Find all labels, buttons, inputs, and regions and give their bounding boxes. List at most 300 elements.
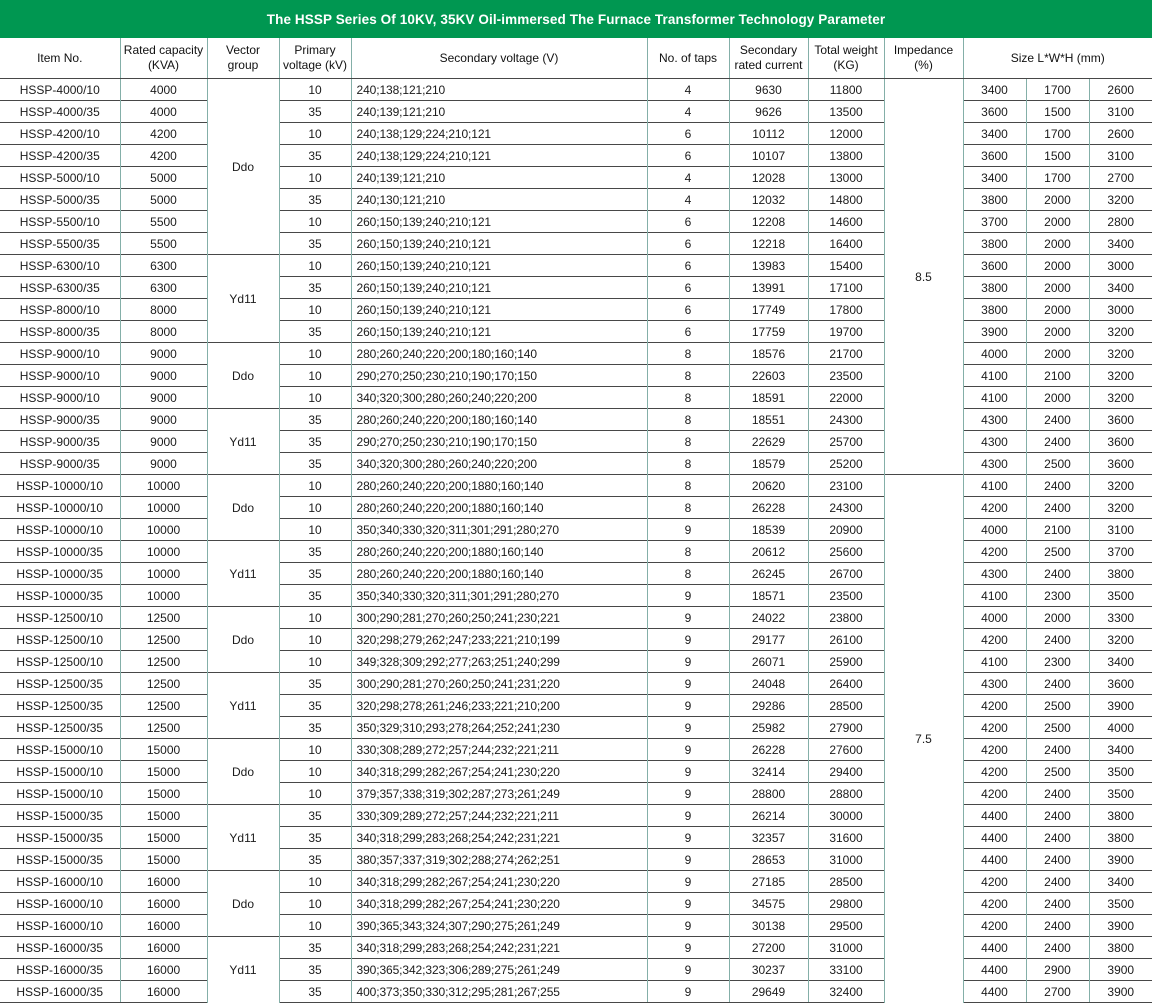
size-height-cell: 3500	[1089, 783, 1152, 805]
item-no-cell: HSSP-15000/35	[0, 849, 120, 871]
total-weight-cell: 15400	[808, 255, 884, 277]
taps-cell: 9	[647, 937, 729, 959]
total-weight-cell: 29400	[808, 761, 884, 783]
size-width-cell: 1500	[1026, 145, 1089, 167]
size-height-cell: 3900	[1089, 915, 1152, 937]
size-width-cell: 2400	[1026, 629, 1089, 651]
total-weight-cell: 14600	[808, 211, 884, 233]
rated-capacity-cell: 5000	[120, 167, 207, 189]
table-row	[0, 607, 1152, 629]
rated-capacity-cell: 15000	[120, 805, 207, 827]
table-row	[0, 695, 1152, 717]
taps-cell: 9	[647, 827, 729, 849]
size-height-cell: 3600	[1089, 409, 1152, 431]
total-weight-cell: 23100	[808, 475, 884, 497]
secondary-voltage-cell: 349;328;309;292;277;263;251;240;299	[351, 651, 647, 673]
primary-voltage-cell: 35	[279, 563, 351, 585]
table-row	[0, 255, 1152, 277]
size-length-cell: 4400	[963, 937, 1026, 959]
taps-cell: 9	[647, 959, 729, 981]
secondary-current-cell: 9626	[729, 101, 808, 123]
secondary-voltage-cell: 280;260;240;220;200;180;160;140	[351, 343, 647, 365]
secondary-current-cell: 12218	[729, 233, 808, 255]
rated-capacity-cell: 15000	[120, 827, 207, 849]
item-no-cell: HSSP-12500/10	[0, 629, 120, 651]
rated-capacity-cell: 12500	[120, 717, 207, 739]
primary-voltage-cell: 10	[279, 497, 351, 519]
table-row	[0, 497, 1152, 519]
total-weight-cell: 32400	[808, 981, 884, 1003]
vector-group-cell: Ddo	[207, 607, 279, 673]
total-weight-cell: 25700	[808, 431, 884, 453]
total-weight-cell: 25600	[808, 541, 884, 563]
rated-capacity-cell: 4200	[120, 123, 207, 145]
total-weight-cell: 24300	[808, 409, 884, 431]
item-no-cell: HSSP-9000/35	[0, 409, 120, 431]
total-weight-cell: 28500	[808, 695, 884, 717]
vector-group-cell: Yd11	[207, 255, 279, 343]
item-no-cell: HSSP-5000/10	[0, 167, 120, 189]
total-weight-cell: 29800	[808, 893, 884, 915]
taps-cell: 9	[647, 607, 729, 629]
secondary-current-cell: 20612	[729, 541, 808, 563]
size-length-cell: 4000	[963, 519, 1026, 541]
primary-voltage-cell: 10	[279, 519, 351, 541]
secondary-voltage-cell: 260;150;139;240;210;121	[351, 299, 647, 321]
secondary-voltage-cell: 280;260;240;220;200;1880;160;140	[351, 475, 647, 497]
size-height-cell: 3600	[1089, 431, 1152, 453]
table-row	[0, 189, 1152, 211]
size-height-cell: 3000	[1089, 255, 1152, 277]
total-weight-cell: 13800	[808, 145, 884, 167]
size-height-cell: 3200	[1089, 475, 1152, 497]
secondary-current-cell: 25982	[729, 717, 808, 739]
item-no-cell: HSSP-10000/10	[0, 475, 120, 497]
total-weight-cell: 17800	[808, 299, 884, 321]
secondary-current-cell: 30138	[729, 915, 808, 937]
header-total-weight: Total weight (KG)	[808, 38, 884, 79]
size-width-cell: 2400	[1026, 783, 1089, 805]
rated-capacity-cell: 15000	[120, 849, 207, 871]
secondary-current-cell: 30237	[729, 959, 808, 981]
item-no-cell: HSSP-15000/10	[0, 739, 120, 761]
header-vector-group: Vector group	[207, 38, 279, 79]
secondary-current-cell: 17759	[729, 321, 808, 343]
rated-capacity-cell: 16000	[120, 915, 207, 937]
taps-cell: 6	[647, 321, 729, 343]
taps-cell: 9	[647, 761, 729, 783]
size-length-cell: 4200	[963, 871, 1026, 893]
rated-capacity-cell: 10000	[120, 519, 207, 541]
size-length-cell: 4200	[963, 761, 1026, 783]
rated-capacity-cell: 12500	[120, 695, 207, 717]
table-row	[0, 805, 1152, 827]
size-length-cell: 4100	[963, 365, 1026, 387]
item-no-cell: HSSP-9000/35	[0, 431, 120, 453]
size-length-cell: 3800	[963, 299, 1026, 321]
secondary-current-cell: 24048	[729, 673, 808, 695]
size-width-cell: 2400	[1026, 673, 1089, 695]
size-length-cell: 3900	[963, 321, 1026, 343]
size-width-cell: 2500	[1026, 541, 1089, 563]
secondary-voltage-cell: 280;260;240;220;200;1880;160;140	[351, 497, 647, 519]
taps-cell: 6	[647, 299, 729, 321]
primary-voltage-cell: 35	[279, 431, 351, 453]
size-length-cell: 4400	[963, 805, 1026, 827]
total-weight-cell: 33100	[808, 959, 884, 981]
secondary-voltage-cell: 240;139;121;210	[351, 101, 647, 123]
size-length-cell: 3400	[963, 79, 1026, 101]
total-weight-cell: 28500	[808, 871, 884, 893]
table-row	[0, 827, 1152, 849]
vector-group-cell: Yd11	[207, 409, 279, 475]
vector-group-cell: Yd11	[207, 673, 279, 739]
secondary-current-cell: 28653	[729, 849, 808, 871]
item-no-cell: HSSP-10000/35	[0, 585, 120, 607]
primary-voltage-cell: 10	[279, 167, 351, 189]
item-no-cell: HSSP-16000/10	[0, 893, 120, 915]
item-no-cell: HSSP-8000/35	[0, 321, 120, 343]
item-no-cell: HSSP-6300/35	[0, 277, 120, 299]
primary-voltage-cell: 10	[279, 299, 351, 321]
table-row	[0, 739, 1152, 761]
secondary-voltage-cell: 300;290;281;270;260;250;241;230;221	[351, 607, 647, 629]
secondary-voltage-cell: 240;139;121;210	[351, 167, 647, 189]
secondary-voltage-cell: 260;150;139;240;210;121	[351, 277, 647, 299]
primary-voltage-cell: 10	[279, 475, 351, 497]
size-height-cell: 2700	[1089, 167, 1152, 189]
size-length-cell: 4100	[963, 585, 1026, 607]
taps-cell: 8	[647, 453, 729, 475]
size-length-cell: 4200	[963, 541, 1026, 563]
size-length-cell: 4100	[963, 651, 1026, 673]
total-weight-cell: 31600	[808, 827, 884, 849]
primary-voltage-cell: 35	[279, 981, 351, 1003]
item-no-cell: HSSP-5500/35	[0, 233, 120, 255]
primary-voltage-cell: 10	[279, 365, 351, 387]
taps-cell: 9	[647, 739, 729, 761]
rated-capacity-cell: 12500	[120, 629, 207, 651]
rated-capacity-cell: 4000	[120, 101, 207, 123]
taps-cell: 8	[647, 343, 729, 365]
primary-voltage-cell: 10	[279, 123, 351, 145]
rated-capacity-cell: 4000	[120, 79, 207, 101]
taps-cell: 6	[647, 211, 729, 233]
total-weight-cell: 21700	[808, 343, 884, 365]
size-height-cell: 3500	[1089, 893, 1152, 915]
header-no-of-taps: No. of taps	[647, 38, 729, 79]
table-row	[0, 277, 1152, 299]
rated-capacity-cell: 10000	[120, 475, 207, 497]
item-no-cell: HSSP-5000/35	[0, 189, 120, 211]
table-row	[0, 431, 1152, 453]
size-length-cell: 4100	[963, 475, 1026, 497]
rated-capacity-cell: 16000	[120, 981, 207, 1003]
secondary-current-cell: 12028	[729, 167, 808, 189]
taps-cell: 8	[647, 497, 729, 519]
secondary-current-cell: 29177	[729, 629, 808, 651]
primary-voltage-cell: 10	[279, 915, 351, 937]
table-row	[0, 673, 1152, 695]
rated-capacity-cell: 16000	[120, 959, 207, 981]
taps-cell: 6	[647, 233, 729, 255]
size-height-cell: 3200	[1089, 189, 1152, 211]
size-length-cell: 4300	[963, 563, 1026, 585]
item-no-cell: HSSP-9000/10	[0, 387, 120, 409]
table-row	[0, 871, 1152, 893]
taps-cell: 8	[647, 563, 729, 585]
secondary-voltage-cell: 290;270;250;230;210;190;170;150	[351, 431, 647, 453]
secondary-current-cell: 13983	[729, 255, 808, 277]
taps-cell: 9	[647, 893, 729, 915]
table-row	[0, 145, 1152, 167]
size-width-cell: 2000	[1026, 255, 1089, 277]
primary-voltage-cell: 10	[279, 893, 351, 915]
vector-group-cell: Ddo	[207, 79, 279, 255]
secondary-current-cell: 12208	[729, 211, 808, 233]
secondary-current-cell: 22629	[729, 431, 808, 453]
header-item-no: Item No.	[0, 38, 120, 79]
item-no-cell: HSSP-12500/10	[0, 607, 120, 629]
vector-group-cell: Ddo	[207, 871, 279, 937]
item-no-cell: HSSP-5500/10	[0, 211, 120, 233]
total-weight-cell: 31000	[808, 849, 884, 871]
table-row	[0, 783, 1152, 805]
total-weight-cell: 27600	[808, 739, 884, 761]
size-length-cell: 3600	[963, 145, 1026, 167]
primary-voltage-cell: 10	[279, 211, 351, 233]
size-width-cell: 2000	[1026, 321, 1089, 343]
secondary-current-cell: 20620	[729, 475, 808, 497]
secondary-voltage-cell: 260;150;139;240;210;121	[351, 255, 647, 277]
total-weight-cell: 20900	[808, 519, 884, 541]
size-width-cell: 2400	[1026, 871, 1089, 893]
taps-cell: 9	[647, 585, 729, 607]
rated-capacity-cell: 9000	[120, 343, 207, 365]
table-header	[0, 38, 1152, 79]
secondary-voltage-cell: 340;318;299;282;267;254;241;230;220	[351, 871, 647, 893]
size-length-cell: 4200	[963, 783, 1026, 805]
impedance-cell: 7.5	[884, 475, 963, 1003]
rated-capacity-cell: 9000	[120, 409, 207, 431]
rated-capacity-cell: 12500	[120, 673, 207, 695]
total-weight-cell: 12000	[808, 123, 884, 145]
item-no-cell: HSSP-16000/10	[0, 871, 120, 893]
size-height-cell: 3200	[1089, 629, 1152, 651]
primary-voltage-cell: 35	[279, 585, 351, 607]
secondary-current-cell: 26228	[729, 497, 808, 519]
secondary-voltage-cell: 260;150;139;240;210;121	[351, 321, 647, 343]
primary-voltage-cell: 35	[279, 959, 351, 981]
secondary-current-cell: 27185	[729, 871, 808, 893]
item-no-cell: HSSP-9000/10	[0, 343, 120, 365]
primary-voltage-cell: 10	[279, 761, 351, 783]
size-height-cell: 3400	[1089, 277, 1152, 299]
taps-cell: 6	[647, 255, 729, 277]
primary-voltage-cell: 10	[279, 343, 351, 365]
primary-voltage-cell: 10	[279, 629, 351, 651]
size-height-cell: 3200	[1089, 343, 1152, 365]
item-no-cell: HSSP-15000/10	[0, 783, 120, 805]
size-height-cell: 3100	[1089, 101, 1152, 123]
secondary-voltage-cell: 340;320;300;280;260;240;220;200	[351, 387, 647, 409]
size-width-cell: 2400	[1026, 563, 1089, 585]
secondary-voltage-cell: 320;298;279;262;247;233;221;210;199	[351, 629, 647, 651]
size-width-cell: 2400	[1026, 497, 1089, 519]
item-no-cell: HSSP-15000/10	[0, 761, 120, 783]
primary-voltage-cell: 10	[279, 739, 351, 761]
total-weight-cell: 13500	[808, 101, 884, 123]
taps-cell: 9	[647, 519, 729, 541]
item-no-cell: HSSP-10000/10	[0, 497, 120, 519]
size-width-cell: 2000	[1026, 211, 1089, 233]
secondary-voltage-cell: 350;329;310;293;278;264;252;241;230	[351, 717, 647, 739]
secondary-current-cell: 10107	[729, 145, 808, 167]
table-row	[0, 849, 1152, 871]
total-weight-cell: 25900	[808, 651, 884, 673]
size-width-cell: 2400	[1026, 409, 1089, 431]
size-width-cell: 2000	[1026, 299, 1089, 321]
total-weight-cell: 14800	[808, 189, 884, 211]
total-weight-cell: 17100	[808, 277, 884, 299]
secondary-current-cell: 18576	[729, 343, 808, 365]
rated-capacity-cell: 10000	[120, 563, 207, 585]
item-no-cell: HSSP-16000/35	[0, 981, 120, 1003]
secondary-current-cell: 12032	[729, 189, 808, 211]
secondary-voltage-cell: 340;318;299;283;268;254;242;231;221	[351, 827, 647, 849]
size-width-cell: 2000	[1026, 189, 1089, 211]
size-width-cell: 1700	[1026, 123, 1089, 145]
secondary-current-cell: 29286	[729, 695, 808, 717]
size-width-cell: 2000	[1026, 233, 1089, 255]
size-length-cell: 3800	[963, 277, 1026, 299]
rated-capacity-cell: 15000	[120, 783, 207, 805]
secondary-voltage-cell: 390;365;342;323;306;289;275;261;249	[351, 959, 647, 981]
item-no-cell: HSSP-15000/35	[0, 827, 120, 849]
taps-cell: 8	[647, 431, 729, 453]
secondary-current-cell: 18591	[729, 387, 808, 409]
table-row	[0, 167, 1152, 189]
page-title: The HSSP Series Of 10KV, 35KV Oil-immersed The Furnace Transformer Technology Parameter	[0, 0, 1152, 38]
taps-cell: 9	[647, 871, 729, 893]
secondary-voltage-cell: 300;290;281;270;260;250;241;231;220	[351, 673, 647, 695]
taps-cell: 6	[647, 145, 729, 167]
size-height-cell: 3100	[1089, 519, 1152, 541]
primary-voltage-cell: 35	[279, 937, 351, 959]
size-height-cell: 3200	[1089, 365, 1152, 387]
primary-voltage-cell: 35	[279, 805, 351, 827]
size-height-cell: 3800	[1089, 827, 1152, 849]
rated-capacity-cell: 9000	[120, 431, 207, 453]
item-no-cell: HSSP-15000/35	[0, 805, 120, 827]
item-no-cell: HSSP-10000/35	[0, 541, 120, 563]
secondary-voltage-cell: 280;260;240;220;200;1880;160;140	[351, 563, 647, 585]
total-weight-cell: 27900	[808, 717, 884, 739]
size-width-cell: 2400	[1026, 739, 1089, 761]
size-height-cell: 3400	[1089, 871, 1152, 893]
size-height-cell: 3900	[1089, 849, 1152, 871]
primary-voltage-cell: 35	[279, 695, 351, 717]
primary-voltage-cell: 35	[279, 849, 351, 871]
table-row	[0, 79, 1152, 101]
table-row	[0, 123, 1152, 145]
table-row	[0, 959, 1152, 981]
table-row	[0, 365, 1152, 387]
secondary-voltage-cell: 240;138;121;210	[351, 79, 647, 101]
rated-capacity-cell: 8000	[120, 321, 207, 343]
secondary-voltage-cell: 240;138;129;224;210;121	[351, 145, 647, 167]
taps-cell: 9	[647, 805, 729, 827]
table-row	[0, 541, 1152, 563]
header-size: Size L*W*H (mm)	[963, 38, 1152, 79]
size-length-cell: 4200	[963, 497, 1026, 519]
table-row	[0, 519, 1152, 541]
primary-voltage-cell: 35	[279, 101, 351, 123]
vector-group-cell: Yd11	[207, 541, 279, 607]
primary-voltage-cell: 35	[279, 189, 351, 211]
size-width-cell: 2400	[1026, 893, 1089, 915]
header-secondary-voltage: Secondary voltage (V)	[351, 38, 647, 79]
size-length-cell: 4400	[963, 827, 1026, 849]
table-row	[0, 915, 1152, 937]
total-weight-cell: 26100	[808, 629, 884, 651]
secondary-voltage-cell: 340;318;299;282;267;254;241;230;220	[351, 761, 647, 783]
table-row	[0, 651, 1152, 673]
size-width-cell: 2900	[1026, 959, 1089, 981]
secondary-current-cell: 27200	[729, 937, 808, 959]
secondary-voltage-cell: 240;138;129;224;210;121	[351, 123, 647, 145]
secondary-voltage-cell: 320;298;278;261;246;233;221;210;200	[351, 695, 647, 717]
secondary-current-cell: 9630	[729, 79, 808, 101]
secondary-current-cell: 24022	[729, 607, 808, 629]
size-length-cell: 3400	[963, 123, 1026, 145]
total-weight-cell: 23500	[808, 365, 884, 387]
primary-voltage-cell: 10	[279, 871, 351, 893]
size-width-cell: 1500	[1026, 101, 1089, 123]
total-weight-cell: 25200	[808, 453, 884, 475]
secondary-current-cell: 18571	[729, 585, 808, 607]
secondary-voltage-cell: 390;365;343;324;307;290;275;261;249	[351, 915, 647, 937]
table-row	[0, 101, 1152, 123]
table-row	[0, 585, 1152, 607]
taps-cell: 6	[647, 123, 729, 145]
size-length-cell: 4100	[963, 387, 1026, 409]
secondary-voltage-cell: 280;260;240;220;200;180;160;140	[351, 409, 647, 431]
rated-capacity-cell: 6300	[120, 277, 207, 299]
primary-voltage-cell: 35	[279, 409, 351, 431]
size-width-cell: 2000	[1026, 277, 1089, 299]
taps-cell: 9	[647, 849, 729, 871]
table-row	[0, 321, 1152, 343]
item-no-cell: HSSP-4000/10	[0, 79, 120, 101]
secondary-current-cell: 32414	[729, 761, 808, 783]
total-weight-cell: 13000	[808, 167, 884, 189]
table-row	[0, 233, 1152, 255]
header-impedance: Impedance (%)	[884, 38, 963, 79]
size-width-cell: 1700	[1026, 79, 1089, 101]
taps-cell: 8	[647, 409, 729, 431]
taps-cell: 9	[647, 783, 729, 805]
header-row	[0, 38, 1152, 79]
item-no-cell: HSSP-8000/10	[0, 299, 120, 321]
size-width-cell: 2500	[1026, 761, 1089, 783]
size-width-cell: 2400	[1026, 431, 1089, 453]
rated-capacity-cell: 12500	[120, 651, 207, 673]
total-weight-cell: 28800	[808, 783, 884, 805]
rated-capacity-cell: 15000	[120, 739, 207, 761]
size-width-cell: 2400	[1026, 805, 1089, 827]
primary-voltage-cell: 10	[279, 387, 351, 409]
